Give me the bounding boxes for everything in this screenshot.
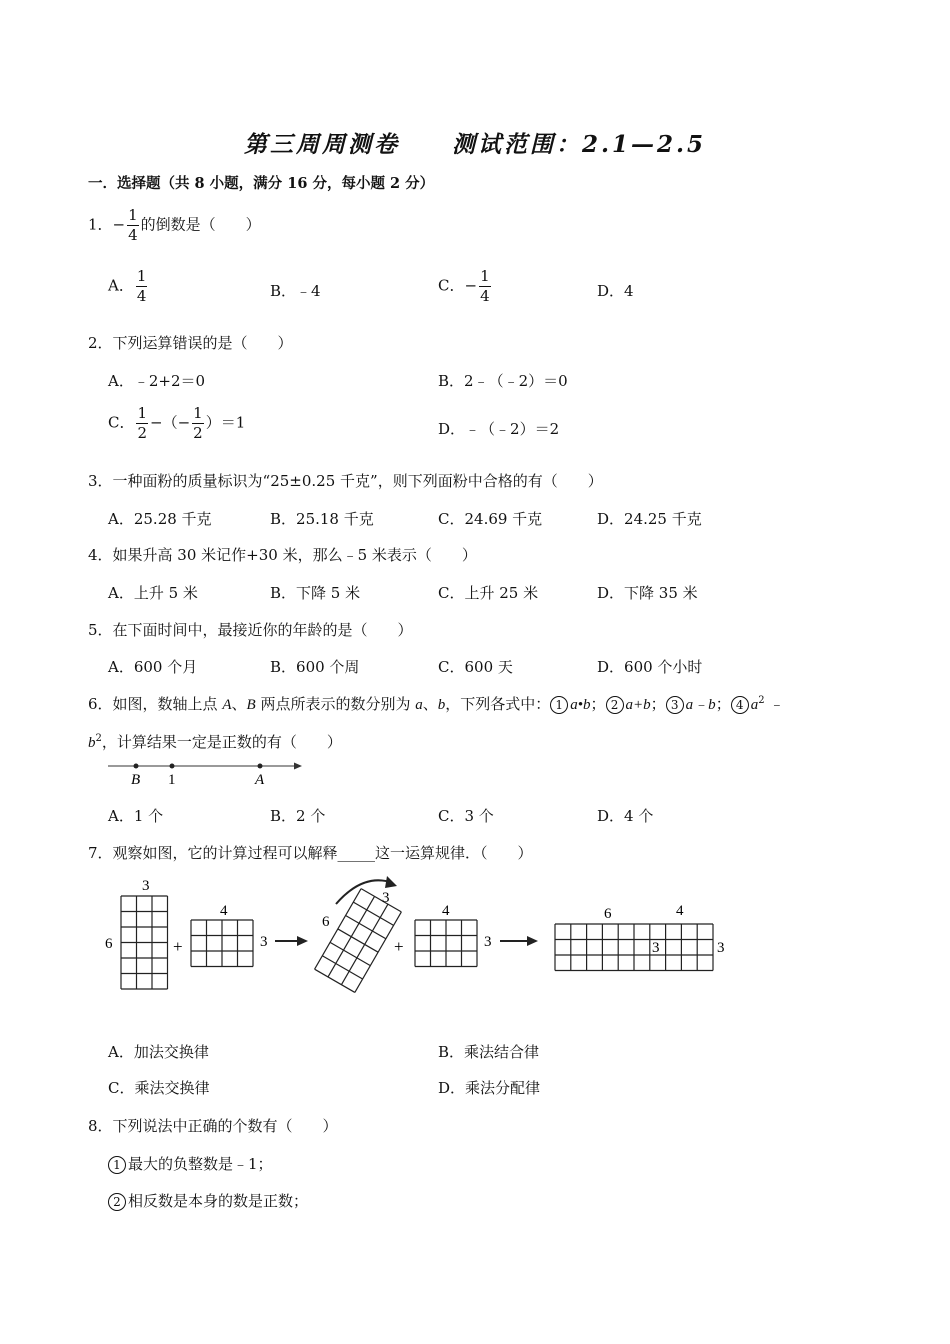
q6-option-d[interactable]: D．4 个 [597,807,654,825]
point-one [170,764,175,769]
q8-statement-2: 2 相反数是本身的数是正数； [108,1190,308,1211]
label-a: A [255,772,265,788]
g5-right-label: 3 [717,940,725,956]
question-5-stem: 5．在下面时间中，最接近你的年龄的是（ ） [88,621,413,639]
q5-option-d[interactable]: D．600 个小时 [597,658,703,676]
g5-top-6-label: 6 [604,906,612,922]
arrow-1 [275,936,308,946]
g2-top-label: 4 [220,903,228,919]
question-7-stem: 7．观察如图，它的计算过程可以解释_____这一运算规律．（ ） [88,844,533,862]
grid-4x3 [191,920,253,967]
label-b: B [131,772,141,788]
question-6-stem-line2: $b^2$，计算结果一定是正数的有（ ） [88,733,342,751]
q1-option-d[interactable]: D．4 [597,282,634,300]
q2-option-c[interactable]: C． $\frac{1}{2}$ −（− $\frac{1}{2}$ ）＝1 [108,404,246,442]
g5-top-4-label: 4 [676,903,684,919]
plus-sign-1: + [173,937,183,956]
g1-top-label: 3 [142,878,150,894]
q6-option-b[interactable]: B．2 个 [270,807,326,825]
g5-mid-label: 3 [652,940,660,956]
q6-option-a[interactable]: A．1 个 [108,807,164,825]
circle-3: 3 [666,696,684,714]
plus-sign-2: + [394,937,404,956]
q4-option-b[interactable]: B．下降 5 米 [270,584,361,602]
q4-option-a[interactable]: A．上升 5 米 [108,584,198,602]
question-8-stem: 8．下列说法中正确的个数有（ ） [88,1117,338,1135]
q4-option-c[interactable]: C．上升 25 米 [438,584,539,602]
q3-option-c[interactable]: C．24.69 千克 [438,510,543,528]
q5-option-a[interactable]: A．600 个月 [108,658,198,676]
number-line-figure [100,756,310,790]
g3-left-label: 6 [322,914,330,930]
q5-option-b[interactable]: B．600 个周 [270,658,360,676]
q7-option-a[interactable]: A．加法交换律 [108,1043,209,1061]
q4-option-d[interactable]: D．下降 35 米 [597,584,698,602]
g4-top-label: 4 [442,903,450,919]
q8-statement-1: 1 最大的负整数是﹣1； [108,1153,273,1174]
q1-option-a[interactable]: A． $\frac{1}{4}$ [108,267,147,305]
grid-4x3-second [415,920,477,967]
q7-option-d[interactable]: D．乘法分配律 [438,1079,541,1097]
q2-option-d[interactable]: D．﹣（﹣2）＝2 [438,420,560,438]
q1-option-b[interactable]: B．﹣4 [270,282,321,300]
g1-left-label: 6 [105,936,113,952]
question-2-stem: 2．下列运算错误的是（ ） [88,334,293,352]
grid-10x3 [555,924,713,971]
q2-option-a[interactable]: A．﹣2+2＝0 [108,372,206,390]
point-b [134,764,139,769]
circle-2: 2 [606,696,624,714]
circle-4: 4 [731,696,749,714]
label-one: 1 [168,772,176,788]
q1-option-c[interactable]: C．− $\frac{1}{4}$ [438,267,490,305]
g3-top-label: 3 [382,890,390,906]
page-title: 第三周周测卷 测试范围：2.1—2.5 [243,131,707,158]
q3-option-a[interactable]: A．25.28 千克 [108,510,212,528]
q3-option-d[interactable]: D．24.25 千克 [597,510,702,528]
q2-option-b[interactable]: B．2﹣（﹣2）＝0 [438,372,568,390]
q7-option-b[interactable]: B．乘法结合律 [438,1043,540,1061]
q1-minus: − [112,215,126,234]
question-6-stem: 6．如图，数轴上点 A、B 两点所表示的数分别为 a、b，下列各式中： 1 a•b； 2 a+b； 3 a﹣b； 4 $a^2$ ﹣ [88,695,785,713]
q7-option-c[interactable]: C．乘法交换律 [108,1079,210,1097]
question-4-stem: 4．如果升高 30 米记作+30 米，那么﹣5 米表示（ ） [88,546,477,564]
grid-figure [100,868,740,1008]
circle-1: 1 [550,696,568,714]
point-a [258,764,263,769]
arrow-head [294,763,302,770]
q5-option-c[interactable]: C．600 天 [438,658,513,676]
rotate-arrow-head [385,876,397,888]
q1-fraction: $\frac{1}{4}$ [128,206,138,244]
question-3-stem: 3．一种面粉的质量标识为“25±0.25 千克”，则下列面粉中合格的有（ ） [88,472,603,490]
q1-text: 的倒数是（ ） [140,215,261,234]
grid-3x6 [121,896,168,989]
section-heading: 一．选择题（共 8 小题，满分 16 分，每小题 2 分） [88,175,435,192]
g2-right-label: 3 [260,934,268,950]
arrow-2 [500,936,538,946]
question-1-stem [88,208,261,243]
q6-option-c[interactable]: C．3 个 [438,807,494,825]
q1-number: 1． [88,215,113,234]
g4-right-label: 3 [484,934,492,950]
q3-option-b[interactable]: B．25.18 千克 [270,510,374,528]
